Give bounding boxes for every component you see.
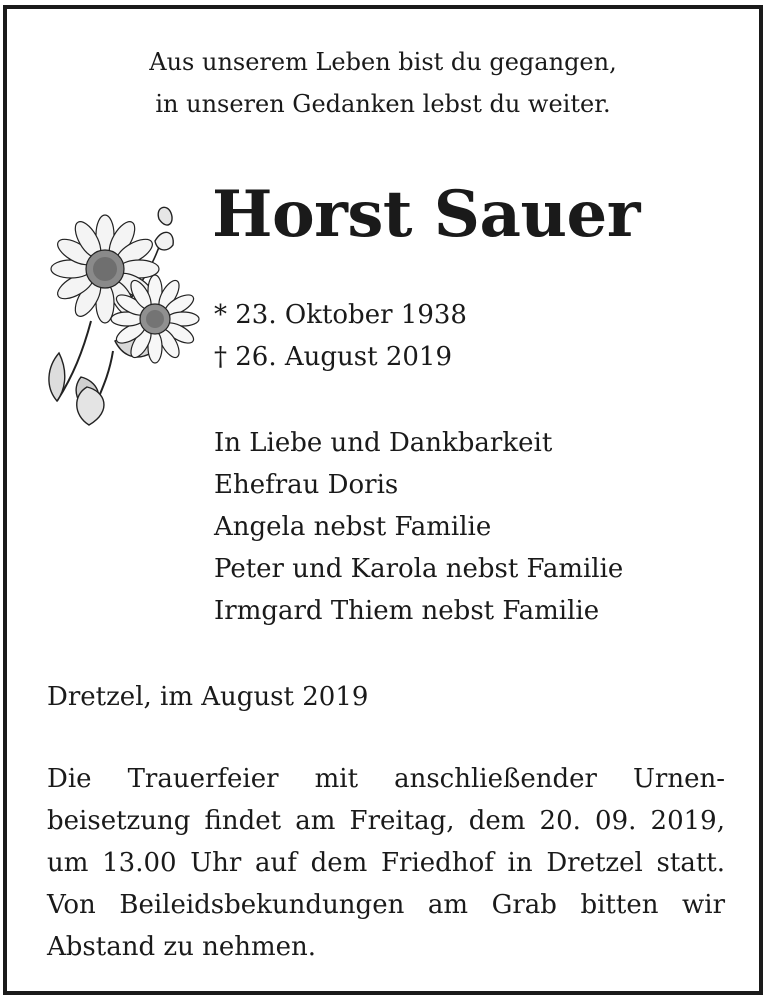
motto-line-2: in unseren Gedanken lebst du weiter.	[155, 90, 611, 118]
mourner-line: In Liebe und Dankbarkeit	[214, 428, 553, 458]
place-date: Dretzel, im August 2019	[47, 682, 369, 712]
mourners-list	[214, 422, 623, 632]
notice-line: Abstand zu nehmen.	[47, 932, 317, 962]
mourner-line: Irmgard Thiem nebst Familie	[214, 596, 600, 626]
mourner-line: Angela nebst Familie	[214, 512, 492, 542]
notice-line: um 13.00 Uhr auf dem Friedhof in Dretzel statt.	[47, 848, 725, 878]
notice-line: Von Beileidsbekundungen am Grab bitten wir	[47, 890, 725, 920]
obituary-frame	[3, 5, 763, 995]
notice-line: Die Trauerfeier mit anschließender Urnen-	[47, 764, 725, 794]
sunflower-icon	[43, 201, 203, 433]
life-dates	[214, 294, 467, 378]
birth-date: * 23. Oktober 1938	[214, 300, 467, 330]
deceased-name: Horst Sauer	[212, 177, 640, 252]
mourner-line: Peter und Karola nebst Familie	[214, 554, 624, 584]
notice-line: beisetzung findet am Freitag, dem 20. 09. 2019,	[47, 806, 725, 836]
death-date: † 26. August 2019	[214, 342, 453, 372]
motto	[7, 41, 759, 125]
motto-line-1: Aus unserem Leben bist du gegangen,	[149, 48, 617, 76]
mourner-line: Ehefrau Doris	[214, 470, 399, 500]
funeral-notice	[47, 758, 725, 968]
